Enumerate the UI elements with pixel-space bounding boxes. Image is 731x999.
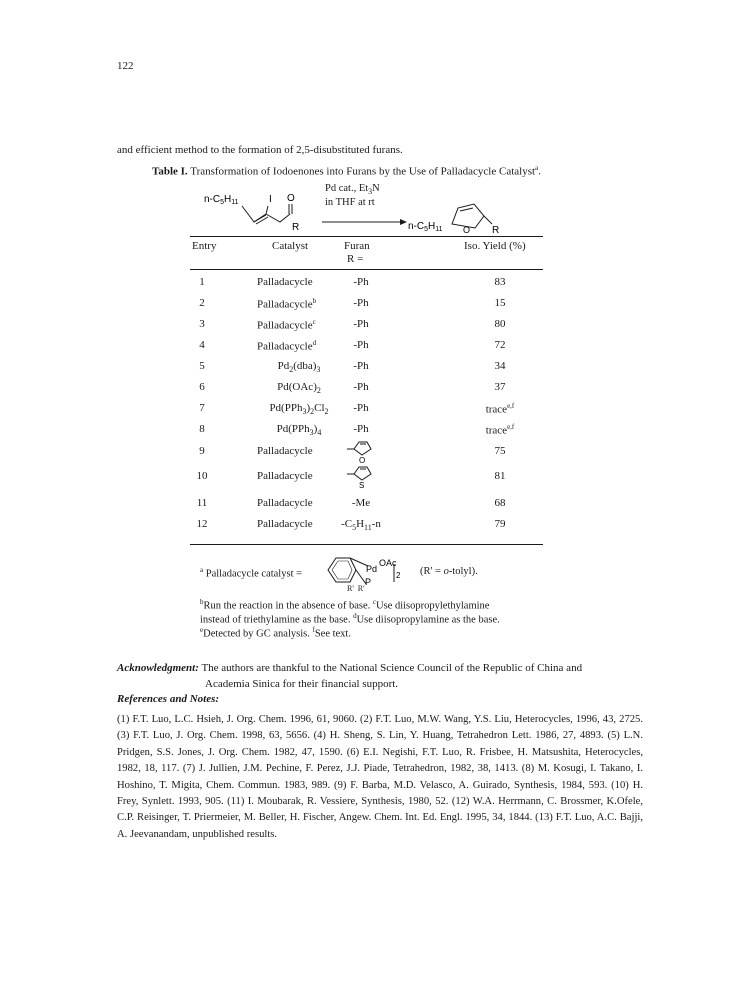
table-row bbox=[0, 276, 731, 292]
footnote-d-text: Use diisopropylamine as the base. bbox=[356, 614, 500, 626]
table-row bbox=[0, 445, 731, 465]
thienyl-ring-icon bbox=[345, 466, 377, 490]
footnote-a bbox=[200, 566, 302, 580]
footnote-bc: $^b$Run the reaction in the absence of base. $^c$Use diisopropylethylamine bbox=[200, 598, 490, 612]
cell-yield: 37 bbox=[494, 381, 506, 393]
cell-entry: 6 bbox=[199, 381, 205, 393]
cell-catalyst: $Pd(PPh_3)_4$ bbox=[276, 423, 322, 438]
cell-catalyst: Palladacycle bbox=[257, 497, 313, 509]
oxo-label: O bbox=[287, 193, 295, 204]
cell-furan: -Ph bbox=[353, 276, 369, 288]
table-row bbox=[0, 339, 731, 355]
cell-yield: 75 bbox=[494, 445, 506, 457]
cell-entry: 4 bbox=[199, 339, 205, 351]
acknowledgment bbox=[117, 660, 637, 692]
header-furan-sub: R = bbox=[347, 253, 364, 265]
cell-entry: 8 bbox=[199, 423, 205, 435]
acknowledgment-label: Acknowledgment: bbox=[117, 662, 199, 674]
table-title: Table I. Transformation of Iodoenones into Furans by the Use of Palladacycle Catalyst$^a$. bbox=[152, 164, 541, 178]
footnote-ef: $^e$Detected by GC analysis. $^f$See text. bbox=[200, 626, 351, 640]
cell-catalyst: Palladacycle$^c$ bbox=[257, 318, 316, 332]
table-row bbox=[0, 360, 731, 376]
cell-yield: trace$^{e,f}$ bbox=[485, 423, 515, 437]
furyl-ring-icon bbox=[345, 441, 377, 465]
cell-yield: trace$^{e,f}$ bbox=[485, 402, 515, 416]
table-row bbox=[0, 297, 731, 313]
reaction-conditions bbox=[325, 183, 380, 208]
structure-2: 2 bbox=[396, 571, 401, 580]
table-top-rule bbox=[190, 236, 543, 237]
cell-entry: 5 bbox=[199, 360, 205, 372]
cell-catalyst: Palladacycle$^d$ bbox=[257, 339, 317, 353]
footnote-a-mark: a bbox=[200, 566, 204, 574]
footnote-cd: instead of triethylamine as the base. $^d$Use diisopropylamine as the base. bbox=[200, 612, 500, 626]
cell-yield: 68 bbox=[494, 497, 506, 509]
table-row bbox=[0, 402, 731, 418]
ring-oxygen: O bbox=[463, 225, 471, 235]
cell-catalyst: Palladacycle$^b$ bbox=[257, 297, 317, 311]
acknowledgment-text-2: Academia Sinica for their financial support. bbox=[205, 678, 399, 690]
table-row bbox=[0, 381, 731, 397]
svg-text:O: O bbox=[359, 456, 366, 465]
cell-yield: 81 bbox=[494, 470, 506, 482]
palladacycle-structure bbox=[322, 552, 412, 592]
cell-catalyst: $Pd(OAc)_2$ bbox=[277, 381, 321, 396]
header-furan: Furan bbox=[344, 240, 370, 252]
reactant-substituent: $n-C_5H_{11}$ bbox=[204, 194, 239, 206]
structure-p: P bbox=[365, 577, 372, 587]
cell-yield: 15 bbox=[494, 297, 506, 309]
footnote-c-text-2: instead of triethylamine as the base. bbox=[200, 614, 351, 626]
table-bottom-rule bbox=[190, 544, 543, 545]
table-row bbox=[0, 423, 731, 439]
footnote-c-text: Use diisopropylethylamine bbox=[376, 600, 490, 612]
page-number: 122 bbox=[117, 60, 134, 72]
intro-text: and efficient method to the formation of 2,5-disubstituted furans. bbox=[117, 144, 403, 156]
cell-furan: $-C_5H_{11}-n$ bbox=[341, 518, 381, 533]
cell-furan: -Ph bbox=[353, 360, 369, 372]
footnote-f-text: See text. bbox=[314, 628, 351, 640]
product-r: R bbox=[492, 225, 500, 236]
cell-yield: 83 bbox=[494, 276, 506, 288]
cell-entry: 11 bbox=[196, 497, 208, 509]
table-row bbox=[0, 318, 731, 334]
cell-catalyst: Palladacycle bbox=[257, 470, 313, 482]
cell-entry: 7 bbox=[199, 402, 205, 414]
product-substituent: $n-C_5H_{11}$ bbox=[408, 221, 443, 233]
footnote-e-text: Detected by GC analysis. bbox=[203, 628, 310, 640]
cell-entry: 9 bbox=[199, 445, 205, 457]
cell-furan: -Ph bbox=[353, 423, 369, 435]
cell-entry: 12 bbox=[196, 518, 208, 530]
cell-furan: -Me bbox=[351, 497, 371, 509]
footnote-b-text: Run the reaction in the absence of base. bbox=[203, 600, 371, 612]
table-row bbox=[0, 497, 731, 513]
footnote-a-text: Palladacycle catalyst = bbox=[205, 568, 303, 580]
acknowledgment-text-1: The authors are thankful to the National Science Council of the Republic of China and bbox=[201, 662, 583, 674]
references-text: (1) F.T. Luo, L.C. Hsieh, J. Org. Chem. 1996, 61, 9060. (2) F.T. Luo, M.W. Wang, Y.S. Liu, Heterocycles, 1996, 43, 2725. (3) F.T. Luo, J. Org. Chem. 1998, 63, 5656. (4) H. Sheng, S. Lin, Y. Huang, Tetrahedron Lett. 1986, 27, 4893. (5) L.N. Pridgen, S.S. Jones, J. Org. Chem. 1982, 47, 1590. (6) E.I. Negishi, F.T. Luo, R. Frisbee, H. Matsushita, Heterocycles, 1982, 18, 117. (7) J. Jullien, J.M. Pechine, F. Perez, J.J. Piade, Tetrahedron, 1982, 38, 1413. (8) M. Kosugi, I. Takano, I. Hoshino, T. Migita, Chem. Commun. 1983, 989. (9) F. Barba, M.D. Velasco, A. Guirado, Synthesis, 1984, 593. (10) H. Frey, Synlett. 1993, 905. (11) I. Moubarak, R. Vessiere, Synthesis, 1980, 52. (12) W.A. Herrmann, C. Brossmer, K.Ofele, C.P. Reisinger, T. Priermeier, M. Beller, H. Fischer, Angew. Chem. Int. Ed. Engl. 1995, 34, 1844. (13) F.T. Luo, A.C. Bajji, A. Jeevanandam, unpublished results. bbox=[117, 714, 643, 840]
cell-furan: -Ph bbox=[353, 297, 369, 309]
table-title-sup: a bbox=[535, 164, 539, 172]
header-entry: Entry bbox=[192, 240, 217, 252]
footnote-a-note: (R' = o-tolyl). bbox=[420, 566, 478, 577]
header-yield: Iso. Yield (%) bbox=[464, 240, 526, 252]
references-label: References and Notes: bbox=[117, 693, 220, 705]
cell-yield: 34 bbox=[494, 360, 506, 372]
table-header-rule bbox=[190, 269, 543, 270]
cell-entry: 1 bbox=[199, 276, 205, 288]
cell-entry: 10 bbox=[196, 470, 208, 482]
table-title-text: Transformation of Iodoenones into Furans by the Use of Palladacycle Catalyst bbox=[190, 165, 536, 178]
iodo-label: I bbox=[269, 194, 272, 205]
reactant-r: R bbox=[292, 222, 300, 233]
cell-furan bbox=[328, 445, 394, 468]
cell-yield: 79 bbox=[494, 518, 506, 530]
svg-text:S: S bbox=[359, 481, 365, 490]
cell-entry: 2 bbox=[199, 297, 205, 309]
cell-furan: -Ph bbox=[353, 381, 369, 393]
cell-furan: -Ph bbox=[353, 318, 369, 330]
conditions-line-1: Pd cat., $Et_3N$ bbox=[325, 183, 380, 197]
cell-catalyst: $Pd_2(dba)_3$ bbox=[277, 360, 321, 375]
structure-r-labels: R' R' bbox=[347, 584, 365, 593]
table-row bbox=[0, 518, 731, 534]
cell-entry: 3 bbox=[199, 318, 205, 330]
cell-furan: -Ph bbox=[353, 339, 369, 351]
conditions-line-2: in THF at rt bbox=[325, 197, 375, 209]
cell-catalyst: Palladacycle bbox=[257, 276, 313, 288]
cell-catalyst: Palladacycle bbox=[257, 445, 313, 457]
header-catalyst: Catalyst bbox=[272, 240, 309, 252]
cell-yield: 72 bbox=[494, 339, 506, 351]
cell-yield: 80 bbox=[494, 318, 506, 330]
table-row bbox=[0, 470, 731, 490]
cell-catalyst: $Pd(PPh_3)_2Cl_2$ bbox=[269, 402, 329, 417]
cell-furan bbox=[328, 470, 394, 493]
table-label: Table I. bbox=[152, 165, 188, 178]
cell-catalyst: Palladacycle bbox=[257, 518, 313, 530]
cell-furan: -Ph bbox=[353, 402, 369, 414]
structure-oac: OAc bbox=[379, 558, 397, 568]
structure-pd: Pd bbox=[366, 564, 378, 574]
